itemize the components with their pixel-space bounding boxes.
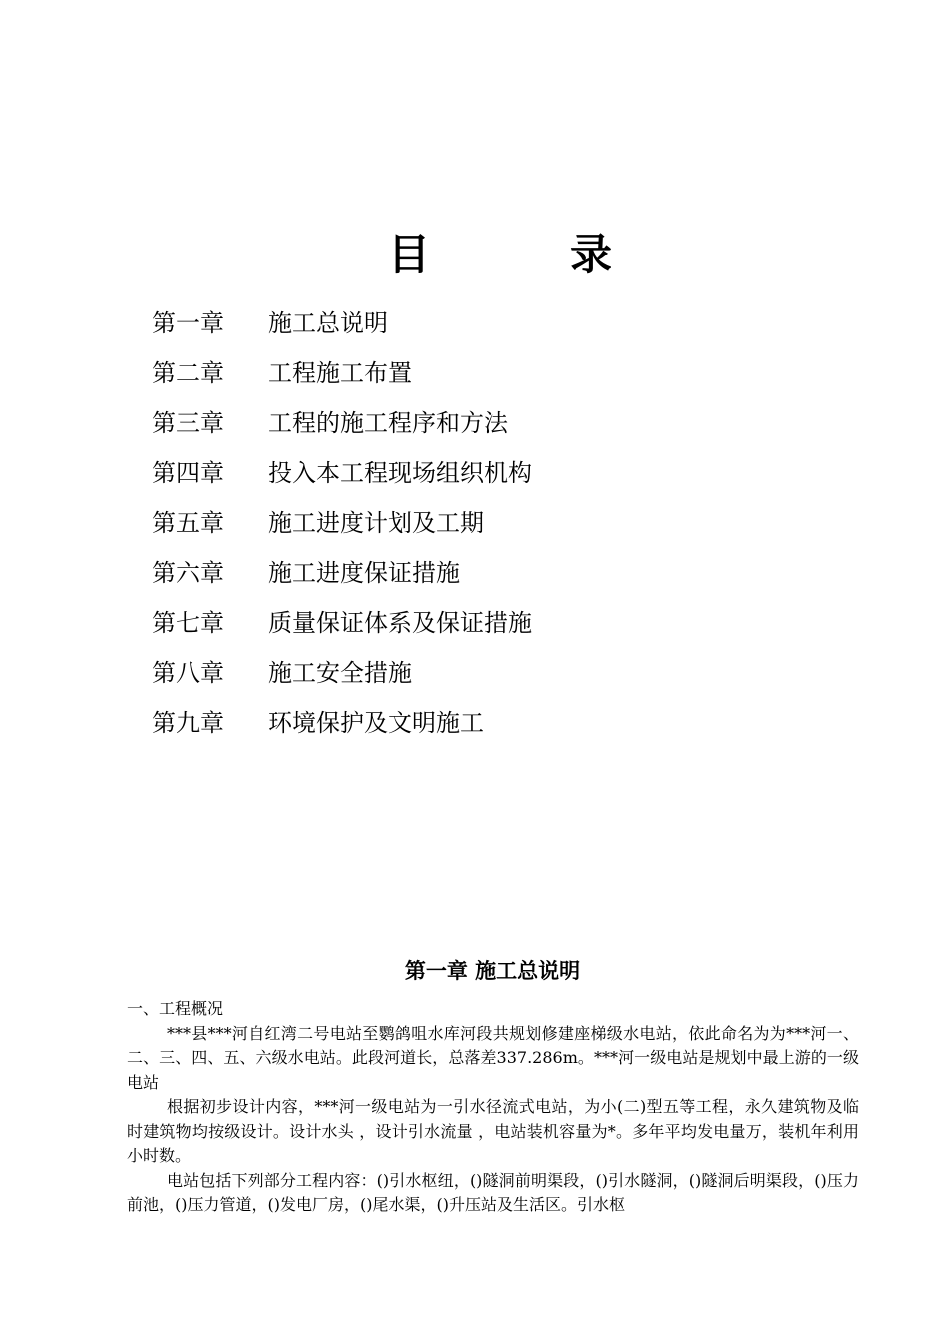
toc-item <box>152 505 532 555</box>
toc-item <box>152 405 532 455</box>
toc-chapter-number: 第一章 <box>152 309 224 337</box>
toc-chapter-number: 第二章 <box>152 359 224 387</box>
toc-chapter-number: 第九章 <box>152 709 224 737</box>
toc-title <box>0 222 950 282</box>
toc-chapter-number: 第六章 <box>152 559 224 587</box>
toc-item <box>152 705 532 755</box>
toc-item <box>152 555 532 605</box>
section-heading: 一、工程概况 <box>127 999 224 1018</box>
toc-chapter-number: 第五章 <box>152 509 224 537</box>
toc-item <box>152 305 532 355</box>
body-paragraph: 根据初步设计内容，***河一级电站为一引水径流式电站，为小(二)型五等工程，永久建筑物及临时建筑物均按级设计。设计水头 ，设计引水流量 ，电站装机容量为*。多年平均发电量万，装机年利用小时数。 <box>127 1097 859 1165</box>
table-of-contents <box>152 305 532 755</box>
toc-title-left: 目 <box>387 230 430 279</box>
body-paragraph: 电站包括下列部分工程内容：()引水枢纽，()隧洞前明渠段，()引水隧洞，()隧洞后明渠段，()压力前池，()压力管道，()发电厂房，()尾水渠，()升压站及生活区。引水枢 <box>127 1170 859 1214</box>
toc-chapter-number: 第三章 <box>152 409 224 437</box>
toc-item <box>152 605 532 655</box>
chapter-heading: 第一章 施工总说明 <box>404 959 581 983</box>
toc-chapter-title: 施工进度计划及工期 <box>268 509 484 537</box>
body-paragraph: ***县***河自红湾二号电站至鹦鸽咀水库河段共规划修建座梯级水电站，依此命名为为***河一、二、三、四、五、六级水电站。此段河道长，总落差337.286m。***河一级电站是规划中最上游的一级电站 <box>127 1023 859 1092</box>
toc-chapter-title: 工程施工布置 <box>268 359 412 387</box>
toc-item <box>152 355 532 405</box>
toc-chapter-title: 施工总说明 <box>268 309 388 337</box>
toc-chapter-number: 第四章 <box>152 459 224 487</box>
toc-chapter-title: 环境保护及文明施工 <box>268 709 484 737</box>
toc-chapter-title: 施工进度保证措施 <box>268 559 460 587</box>
toc-item <box>152 655 532 705</box>
toc-chapter-title: 质量保证体系及保证措施 <box>268 609 532 637</box>
toc-item <box>152 455 532 505</box>
toc-chapter-number: 第七章 <box>152 609 224 637</box>
toc-chapter-title: 施工安全措施 <box>268 659 412 687</box>
toc-chapter-number: 第八章 <box>152 659 224 687</box>
chapter-body <box>127 997 859 1218</box>
toc-chapter-title: 工程的施工程序和方法 <box>268 409 508 437</box>
toc-chapter-title: 投入本工程现场组织机构 <box>268 459 532 487</box>
toc-title-right: 录 <box>570 230 613 279</box>
